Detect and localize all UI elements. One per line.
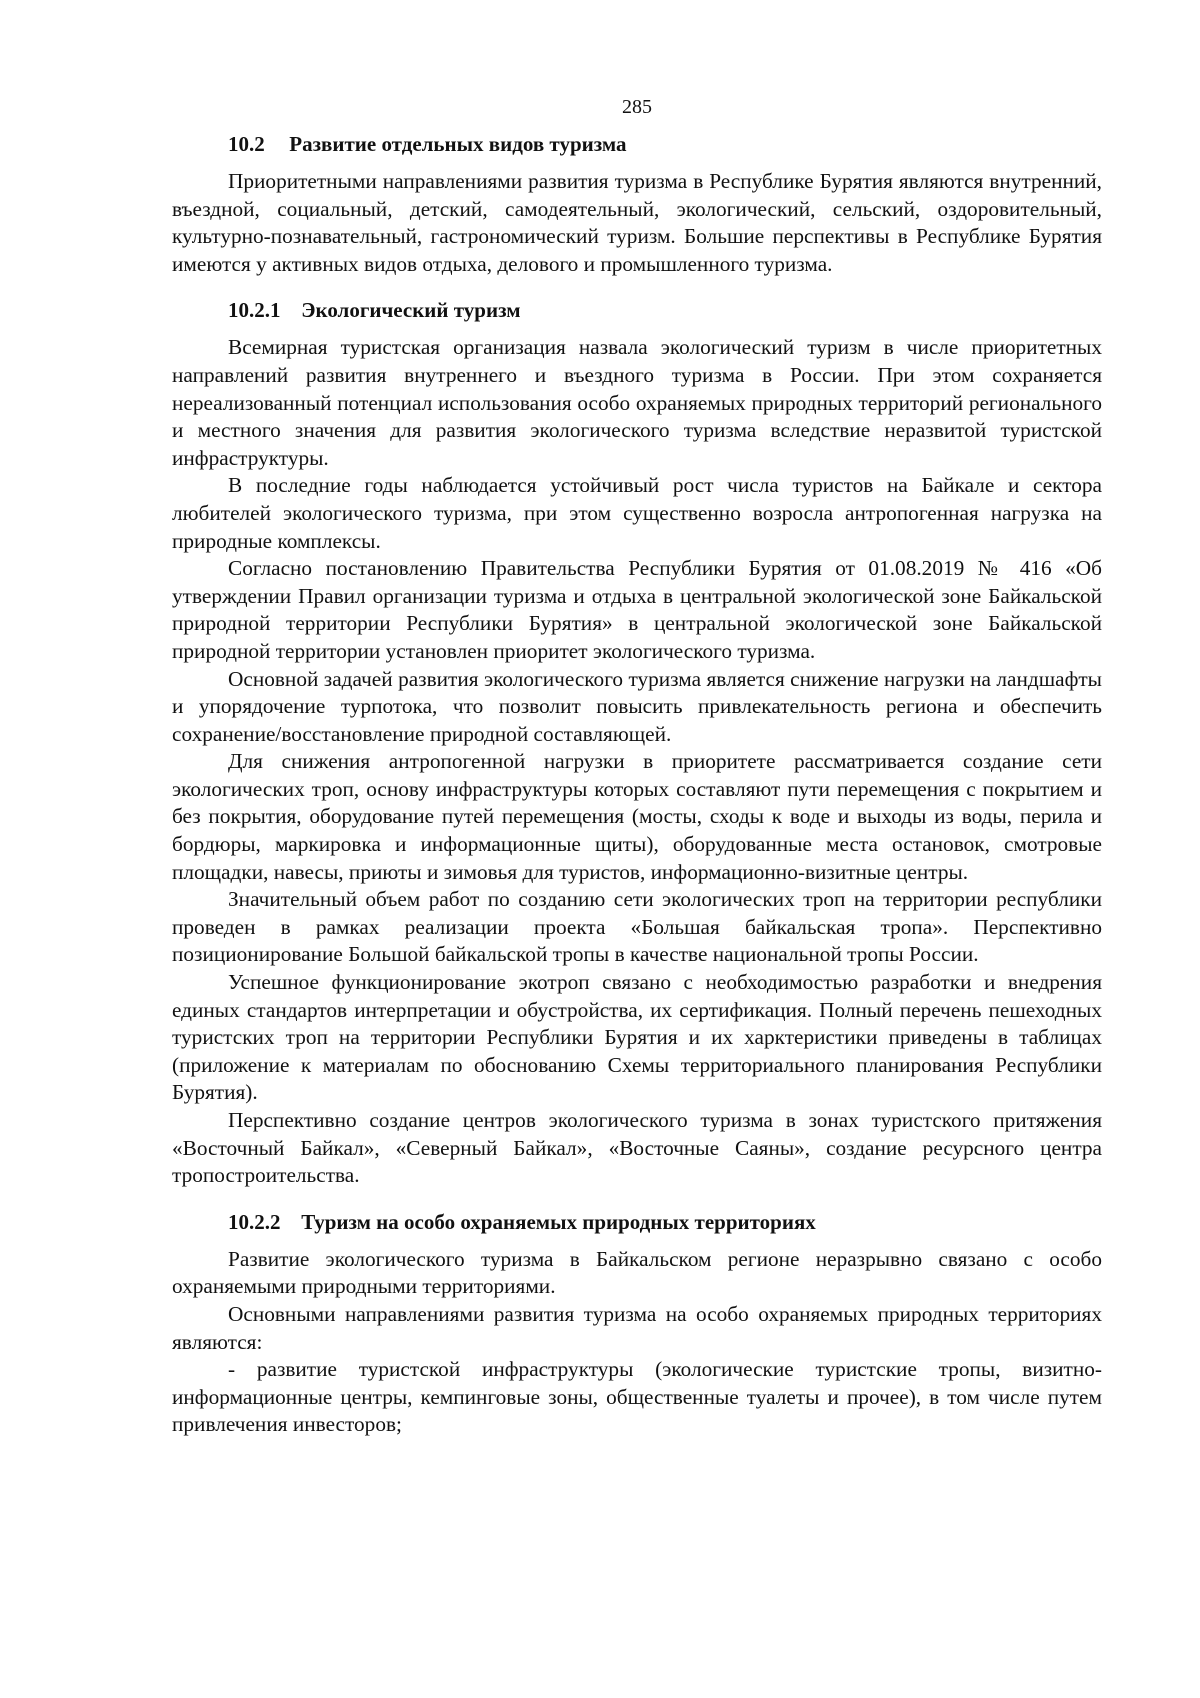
section-heading-10-2 — [172, 130, 1102, 158]
page-number: 285 — [622, 96, 652, 118]
section-gap — [172, 1196, 1102, 1208]
section-body-10-2 — [172, 168, 1102, 278]
section-heading-10-2-1 — [172, 296, 1102, 324]
paragraph: Основными направлениями развития туризма на особо охраняемых природных территориях являются: — [172, 1301, 1102, 1354]
paragraph: Основной задачей развития экологического туризма является снижение нагрузки на ландшафты и упорядочение турпотока, что позволит повысить привлекательность региона и обеспечить сохранение/восстановление природной составляющей. — [172, 666, 1102, 746]
paragraph: Для снижения антропогенной нагрузки в приоритете рассматривается создание сети экологических троп, основу инфраструктуры которых составляют пути перемещения с покрытием и без покрытия, оборудование путей перемещения (мосты, сходы к воде и выходы из воды, перила и бордюры, маркировка и информационные щиты), оборудованные места остановок, смотровые площадки, навесы, приюты и зимовья для туристов, информационно-визитные центры. — [172, 749, 1102, 884]
section-title: Развитие отдельных видов туризма — [289, 132, 627, 156]
paragraph: Перспективно создание центров экологического туризма в зонах туристского притяжения «Восточный Байкал», «Северный Байкал», «Восточные Саяны», создание ресурсного центра тропостроительства. — [172, 1108, 1102, 1188]
section-title: Туризм на особо охраняемых природных территориях — [301, 1209, 816, 1234]
section-heading-10-2-2 — [172, 1208, 1102, 1236]
section-title: Экологический туризм — [301, 298, 521, 323]
section-number: 10.2 — [228, 132, 265, 156]
paragraph: В последние годы наблюдается устойчивый рост числа туристов на Байкале и сектора любителей экологического туризма, при этом существенно возросла антропогенная нагрузка на природные комплексы. — [172, 473, 1102, 553]
paragraph: Развитие экологического туризма в Байкальском регионе неразрывно связано с особо охраняемыми природными территориями. — [172, 1246, 1102, 1299]
paragraph: - развитие туристской инфраструктуры (экологические туристские тропы, визитно-информационные центры, кемпинговые зоны, общественные туалеты и прочее), в том числе путем привлечения инвесторов; — [172, 1357, 1102, 1437]
document-page — [172, 94, 1102, 1445]
section-number: 10.2.2 — [228, 1209, 281, 1234]
paragraph: Значительный объем работ по созданию сети экологических троп на территории республики проведен в рамках реализации проекта «Большая байкальская тропа». Перспективно позиционирование Большой байкальской тропы в качестве национальной тропы России. — [172, 887, 1102, 967]
paragraph: Приоритетными направлениями развития туризма в Республике Бурятия являются внутренний, въездной, социальный, детский, самодеятельный, экологический, сельский, оздоровительный, культурно-познавательный, гастрономический туризм. Большие перспективы в Республике Бурятия имеются у активных видов отдыха, делового и промышленного туризма. — [172, 169, 1102, 276]
paragraph: Всемирная туристская организация назвала экологический туризм в числе приоритетных направлений развития внутреннего и въездного туризма в России. При этом сохраняется нереализованный потенциал использования особо охраняемых природных территорий регионального и местного значения для развития экологического туризма вследствие неразвитой туристской инфраструктуры. — [172, 335, 1102, 470]
paragraph: Успешное функционирование экотроп связано с необходимостью разработки и внедрения единых стандартов интерпретации и обустройства, их сертификация. Полный перечень пешеходных туристских троп на территории Республики Бурятия и их харктеристики приведены в таблицах (приложение к материалам по обоснованию Схемы территориального планирования Республики Бурятия). — [172, 970, 1102, 1105]
section-number: 10.2.1 — [228, 298, 281, 323]
paragraph: Согласно постановлению Правительства Республики Бурятия от 01.08.2019 № 416 «Об утверждении Правил организации туризма и отдыха в центральной экологической зоне Байкальской природной территории Республики Бурятия» в центральной экологической зоне Байкальской природной территории установлен приоритет экологического туризма. — [172, 556, 1102, 663]
section-body-10-2-1 — [172, 334, 1102, 1189]
section-gap — [172, 284, 1102, 296]
section-body-10-2-2 — [172, 1246, 1102, 1439]
